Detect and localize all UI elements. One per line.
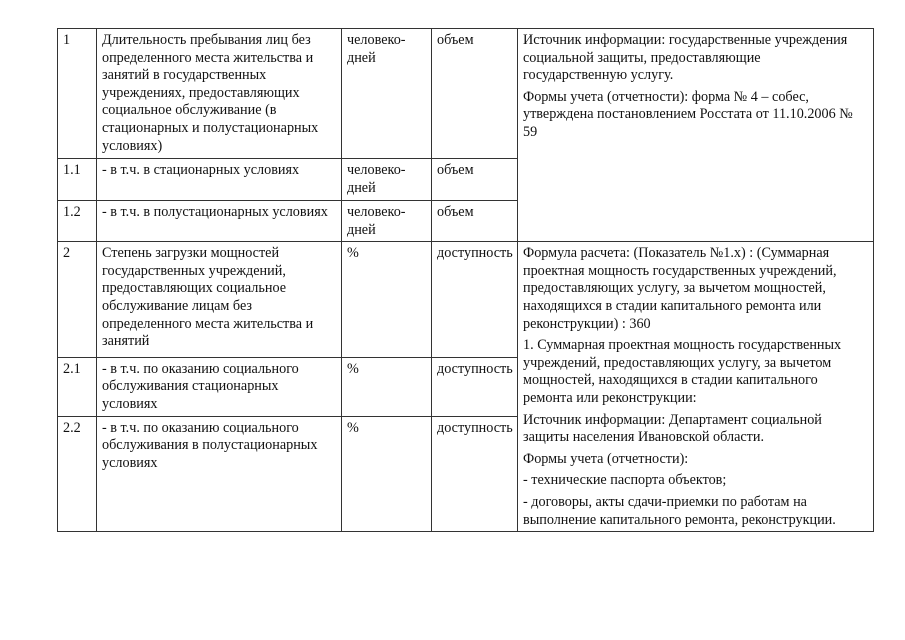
table-row [58, 242, 874, 357]
indicator-name: - в т.ч. в полустационарных условиях [97, 201, 342, 242]
source-info-cell-1 [518, 29, 874, 242]
row-number: 2.2 [58, 416, 97, 531]
type-cell: доступность [432, 416, 518, 531]
unit-cell: человеко-дней [342, 201, 432, 242]
row-number: 1.1 [58, 159, 97, 201]
row-number: 2.1 [58, 357, 97, 416]
type-cell: доступность [432, 242, 518, 357]
unit-cell: % [342, 416, 432, 531]
type-cell: доступность [432, 357, 518, 416]
row-number: 1 [58, 29, 97, 159]
source-text: Источник информации: Департамент социальной защиты населения Ивановской области. [523, 411, 822, 446]
unit-cell: человеко-дней [342, 29, 432, 159]
source-text: Источник информации: государственные учреждения социальной защиты, предоставляющие государственную услугу. [523, 32, 848, 84]
table-row [58, 29, 874, 159]
row-number: 2 [58, 242, 97, 357]
forms-item: - технические паспорта объектов; [523, 472, 727, 489]
type-cell: объем [432, 201, 518, 242]
row-number: 1.2 [58, 201, 97, 242]
indicator-name: - в т.ч. по оказанию социального обслуживания в полустационарных условиях [97, 416, 342, 531]
indicator-name: Степень загрузки мощностей государственных учреждений, предоставляющих социальное обслуживание лицам без определенного места жительства и занятий [97, 242, 342, 357]
indicator-name: Длительность пребывания лиц без определенного места жительства и занятий в государственных учреждениях, предоставляющих социальное обслуживание (в стационарных и полустационарных условиях) [97, 29, 342, 159]
unit-cell: % [342, 242, 432, 357]
unit-cell: человеко-дней [342, 159, 432, 201]
indicators-table [57, 28, 874, 532]
source-info-cell-2 [518, 242, 874, 532]
type-cell: объем [432, 159, 518, 201]
capacity-text: 1. Суммарная проектная мощность государственных учреждений, предоставляющих услугу, за вычетом мощностей, находящихся в стадии капитального ремонта или реконструкции: [523, 337, 842, 406]
unit-cell: % [342, 357, 432, 416]
forms-text: Формы учета (отчетности): форма № 4 – собес, утверждена постановлением Росстата от 11.10.2006 № 59 [523, 88, 853, 140]
forms-item: - договоры, акты сдачи-приемки по работам на выполнение капитального ремонта, реконструкции. [523, 493, 836, 528]
formula-text: Формула расчета: (Показатель №1.х) : (Суммарная проектная мощность государственных учреждений, предоставляющих услугу, за вычетом мощностей, находящихся в стадии капитального ремонта или реконструкции) : 360 [523, 245, 837, 332]
type-cell: объем [432, 29, 518, 159]
indicator-name: - в т.ч. в стационарных условиях [97, 159, 342, 201]
indicator-name: - в т.ч. по оказанию социального обслуживания стационарных условиях [97, 357, 342, 416]
forms-title: Формы учета (отчетности): [523, 450, 689, 467]
